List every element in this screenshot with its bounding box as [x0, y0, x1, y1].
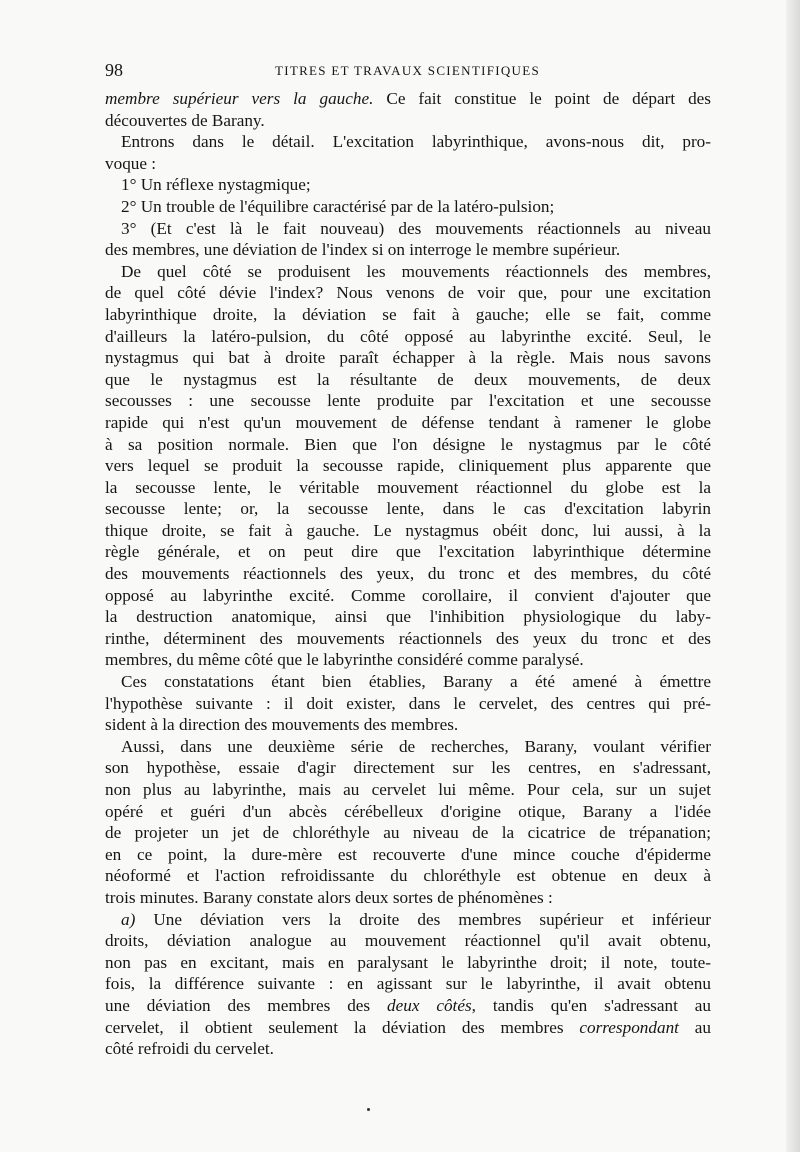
italic-phrase: correspondant	[579, 1017, 679, 1037]
text-line: que le nystagmus est la résultante de deux mouvements, de deux	[105, 369, 711, 389]
page-number: 98	[105, 60, 123, 80]
text-line: secousse lente; or, la secousse lente, dans le cas d'excitation labyrin	[105, 499, 711, 519]
text-line: secousses : une secousse lente produite par l'excitation et une secousse	[105, 391, 711, 411]
text-line: voque :	[105, 153, 157, 173]
text-line: sident à la direction des mouvements des membres.	[105, 715, 459, 735]
text-line: des membres, une déviation de l'index si on interroge le membre supérieur.	[105, 240, 621, 260]
text-line: trois minutes. Barany constate alors deux sortes de phénomènes :	[105, 887, 553, 907]
text-line: Ces constatations étant bien établies, Barany a été amené à émettre	[121, 672, 711, 692]
ink-speck	[367, 1108, 370, 1111]
page-header	[105, 60, 710, 84]
text-line: De quel côté se produisent les mouvements réactionnels des membres,	[121, 261, 711, 281]
text-line: 2° Un trouble de l'équilibre caractérisé par de la latéro-pulsion;	[121, 196, 555, 216]
running-title: TITRES ET TRAVAUX SCIENTIFIQUES	[274, 63, 541, 78]
text-line: labyrinthique droite, la déviation se fait à gauche; elle se fait, comme	[105, 304, 711, 324]
text-line: vers lequel se produit la secousse rapide, cliniquement plus apparente que	[105, 456, 711, 476]
text-line: opéré et guéri d'un abcès cérébelleux d'origine otique, Barany a l'idée	[105, 801, 711, 821]
text-line: nystagmus qui bat à droite paraît échapper à la règle. Mais nous savons	[105, 348, 711, 368]
text-line: côté refroidi du cervelet.	[105, 1039, 274, 1059]
text-line: droits, déviation analogue au mouvement réactionnel qu'il avait obtenu,	[105, 931, 711, 951]
text-line: fois, la différence suivante : en agissant sur le labyrinthe, il avait obtenu	[105, 974, 711, 994]
italic-phrase: membre supérieur vers la gauche.	[105, 89, 374, 108]
text-line: rapide qui n'est qu'un mouvement de défense tendant à ramener le globe	[105, 412, 711, 432]
text-line: 3° (Et c'est là le fait nouveau) des mouvements réactionnels au niveau	[121, 218, 711, 238]
text-line: Entrons dans le détail. L'excitation labyrinthique, avons-nous dit, pro-	[121, 132, 711, 152]
text-line: en ce point, la dure-mère est recouverte d'une mince couche d'épiderme	[105, 844, 711, 864]
text-line: néoformé et l'action refroidissante du chloréthyle est obtenue en deux à	[105, 866, 711, 886]
text-line: règle générale, et on peut dire que l'excitation labyrinthique détermine	[105, 542, 711, 562]
text-line: son hypothèse, essaie d'agir directement sur les centres, en s'adressant,	[105, 758, 711, 778]
italic-phrase: a)	[121, 909, 136, 929]
text-line: rinthe, déterminent des mouvements réactionnels des yeux du tronc et des	[105, 628, 711, 648]
text-line: Aussi, dans une deuxième série de recherches, Barany, voulant vérifier	[121, 736, 711, 756]
text-line: membres, du même côté que le labyrinthe considéré comme paralysé.	[105, 650, 584, 670]
text-line: non pas en excitant, mais en paralysant le labyrinthe droit; il note, toute-	[105, 952, 711, 972]
text-line: de projeter un jet de chloréthyle au niveau de la cicatrice de trépanation;	[105, 823, 711, 843]
text-line: a) Une déviation vers la droite des membres supérieur et inférieur	[121, 909, 711, 929]
scan-shadow-edge	[786, 0, 800, 1152]
text-line: la secousse lente, le véritable mouvement réactionnel du globe est la	[105, 477, 711, 497]
text-line: l'hypothèse suivante : il doit exister, dans le cervelet, des centres qui pré-	[105, 693, 711, 713]
text-line: de quel côté dévie l'index? Nous venons de voir que, pour une excitation	[105, 283, 711, 303]
text-line: la destruction anatomique, ainsi que l'inhibition physiologique du laby-	[105, 607, 711, 627]
text-line: à sa position normale. Bien que l'on désigne le nystagmus par le côté	[105, 434, 711, 454]
body-text	[105, 88, 711, 1060]
text-line: découvertes de Barany.	[105, 110, 265, 130]
text-line: d'ailleurs la latéro-pulsion, du côté opposé au labyrinthe excité. Seul, le	[105, 326, 711, 346]
italic-phrase: deux côtés	[387, 995, 472, 1015]
text-line: une déviation des membres des deux côtés, tandis qu'en s'adressant au	[105, 995, 711, 1015]
text-line: cervelet, il obtient seulement la déviation des membres correspondant au	[105, 1017, 711, 1037]
text-line: non plus au labyrinthe, mais au cervelet lui même. Pour cela, sur un sujet	[105, 780, 711, 799]
text-line: membre supérieur vers la gauche. Ce fait constitue le point de départ des	[105, 89, 711, 108]
text-line: des mouvements réactionnels des yeux, du tronc et des membres, du côté	[105, 564, 711, 584]
text-line: opposé au labyrinthe excité. Comme corollaire, il convient d'ajouter que	[105, 585, 711, 605]
text-line: 1° Un réflexe nystagmique;	[121, 175, 311, 195]
text-line: thique droite, se fait à gauche. Le nystagmus obéit donc, lui aussi, à la	[105, 520, 711, 540]
